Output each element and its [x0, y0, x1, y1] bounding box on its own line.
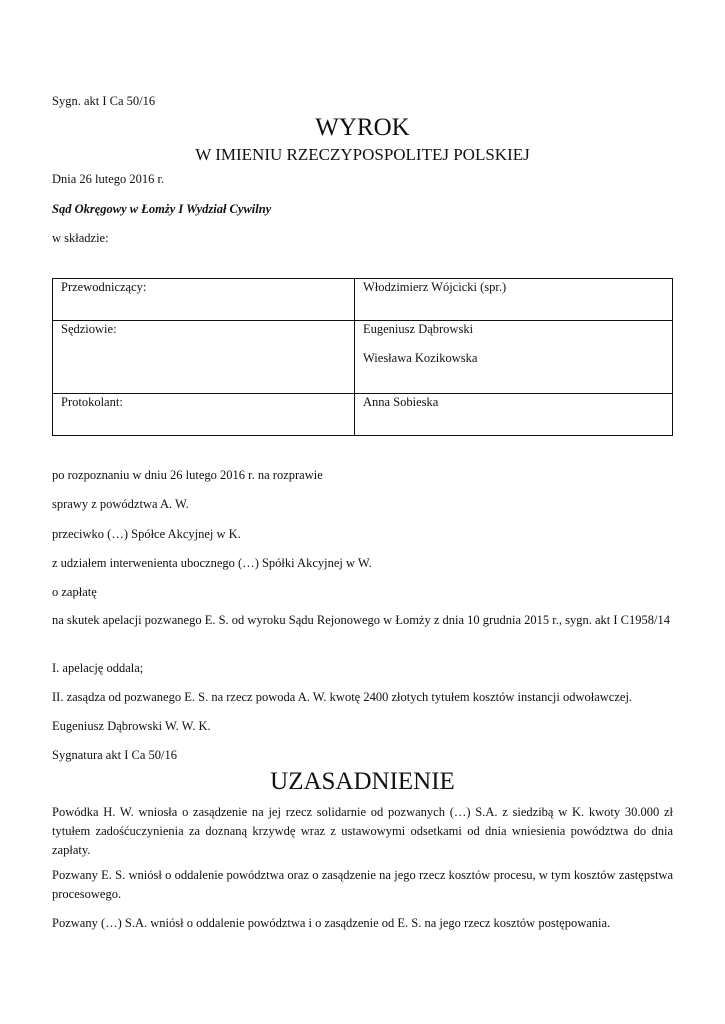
claimant-line: sprawy z powództwa A. W. — [52, 497, 189, 511]
defendant-line: przeciwko (…) Spółce Akcyjnej w K. — [52, 527, 241, 541]
case-signature: Sygn. akt I Ca 50/16 — [52, 94, 156, 108]
ruling-point-2: II. zasądza od pozwanego E. S. na rzecz powoda A. W. kwotę 2400 złotych tytułem kosztów instancji odwoławczej. — [52, 690, 633, 704]
justification-paragraph: Pozwany E. S. wniósł o oddalenie powództwa oraz o zasądzenie na jego rzecz kosztów procesu, w tym kosztów zastępstwa procesowego. — [52, 868, 673, 901]
chair-name: Włodzimierz Wójcicki (spr.) — [355, 279, 673, 321]
judgment-subtitle: W IMIENIU RZECZYPOSPOLITEJ POLSKIEJ — [195, 145, 530, 164]
table-row — [53, 394, 673, 436]
composition-intro: w składzie: — [52, 231, 109, 245]
intervener-line: z udziałem interwenienta ubocznego (…) Spółki Akcyjnej w W. — [52, 556, 372, 570]
composition-table — [52, 278, 673, 436]
judgment-date: Dnia 26 lutego 2016 r. — [52, 172, 165, 186]
judge-name: Eugeniusz Dąbrowski — [363, 322, 474, 336]
chair-label: Przewodniczący: — [53, 279, 355, 321]
signatories: Eugeniusz Dąbrowski W. W. K. — [52, 719, 211, 733]
hearing-line: po rozpoznaniu w dniu 26 lutego 2016 r. na rozprawie — [52, 468, 323, 482]
judge-name: Wiesława Kozikowska — [363, 351, 478, 365]
clerk-label: Protokolant: — [53, 394, 355, 436]
judgment-title: WYROK — [315, 114, 410, 141]
justification-paragraph: Pozwany (…) S.A. wniósł o oddalenie powództwa i o zasądzenie od E. S. na jego rzecz kosztów postępowania. — [52, 916, 611, 930]
justification-signature: Sygnatura akt I Ca 50/16 — [52, 748, 177, 762]
table-row — [53, 279, 673, 321]
table-row — [53, 321, 673, 394]
ruling-point-1: I. apelację oddala; — [52, 661, 144, 675]
judges-cell — [355, 321, 673, 394]
subject-line: o zapłatę — [52, 585, 97, 599]
appeal-paragraph: na skutek apelacji pozwanego E. S. od wyroku Sądu Rejonowego w Łomży z dnia 10 grudnia 2015 r., sygn. akt I C1958/14 — [52, 613, 670, 627]
justification-title: UZASADNIENIE — [270, 768, 455, 795]
court-name: Sąd Okręgowy w Łomży I Wydział Cywilny — [52, 202, 272, 216]
clerk-name: Anna Sobieska — [355, 394, 673, 436]
judges-label: Sędziowie: — [53, 321, 355, 394]
justification-paragraph: Powódka H. W. wniosła o zasądzenie na jej rzecz solidarnie od pozwanych (…) S.A. z siedzibą w K. kwoty 30.000 zł tytułem zadośćuczynienia za doznaną krzywdę wraz z ustawowymi odsetkami od dnia wniesienia powództwa do dnia zapłaty. — [52, 805, 673, 857]
